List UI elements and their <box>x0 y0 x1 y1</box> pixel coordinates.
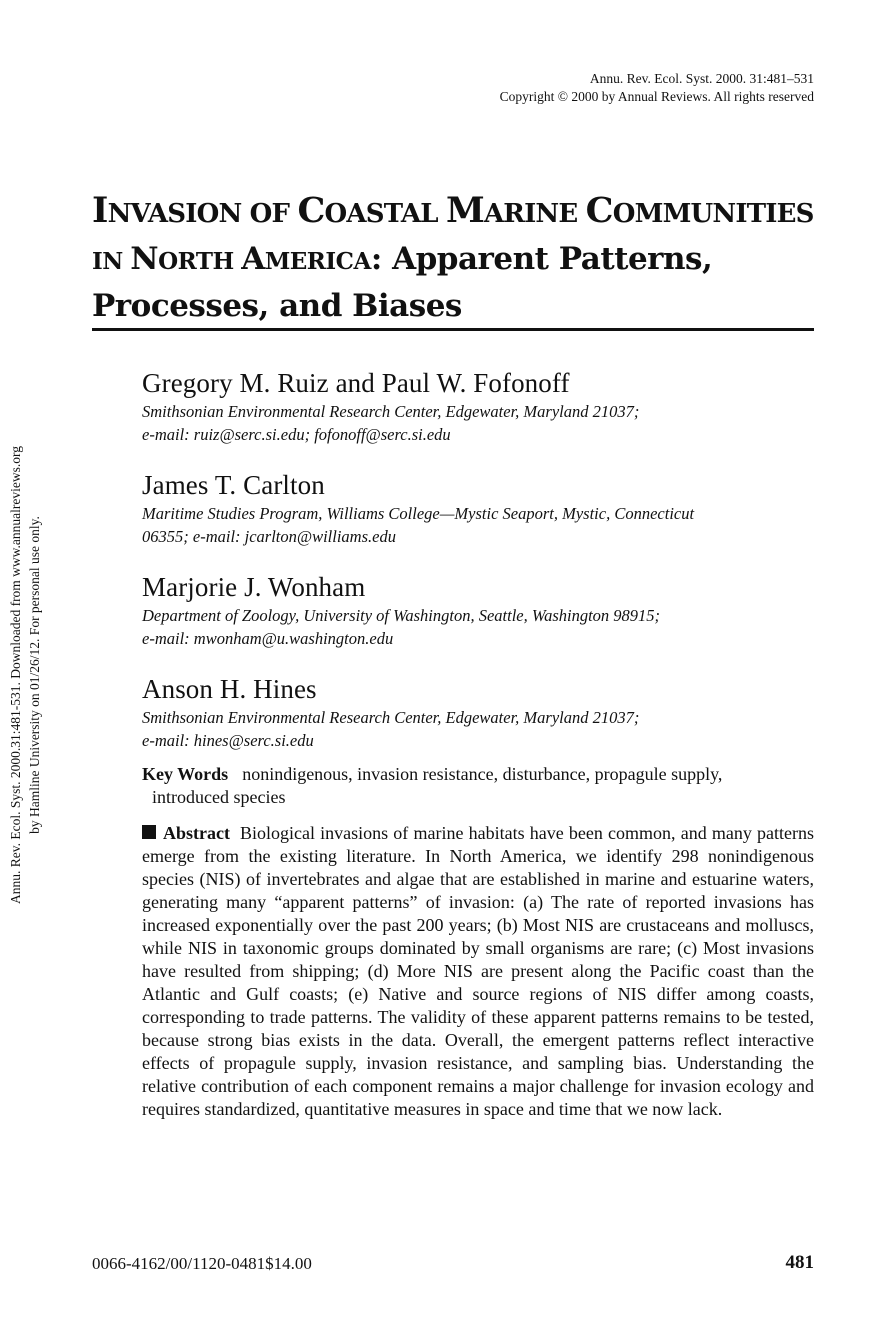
author-block <box>142 570 822 650</box>
title-rule <box>92 328 814 331</box>
author-affiliation: Department of Zoology, University of Washington, Seattle, Washington 98915; <box>142 606 661 625</box>
keywords-line-2: introduced species <box>152 787 286 807</box>
keywords-label: Key Words <box>142 764 229 784</box>
author-contact: e-mail: hines@serc.si.edu <box>142 731 314 750</box>
watermark-line-1: Annu. Rev. Ecol. Syst. 2000.31:481-531. Downloaded from www.annualreviews.org <box>8 445 23 905</box>
abstract-section <box>142 822 814 1121</box>
author-contact: e-mail: ruiz@serc.si.edu; fofonoff@serc.si.edu <box>142 425 451 444</box>
keywords-section <box>142 763 814 809</box>
download-watermark <box>6 395 44 955</box>
abstract-label: Abstract <box>163 823 230 843</box>
title-line-1: INVASION OF COASTAL MARINE COMMUNITIES <box>92 190 814 231</box>
author-name: James T. Carlton <box>142 470 325 500</box>
author-name: Anson H. Hines <box>142 674 317 704</box>
title-line-2: IN NORTH AMERICA: Apparent Patterns, <box>92 241 713 277</box>
author-affiliation: Smithsonian Environmental Research Center, Edgewater, Maryland 21037; <box>142 708 640 727</box>
keywords-line-1: nonindigenous, invasion resistance, disturbance, propagule supply, <box>242 764 723 784</box>
square-bullet-icon <box>142 825 156 839</box>
author-block <box>142 468 822 548</box>
title-line-3: Processes, and Biases <box>92 288 462 324</box>
author-affiliation: Maritime Studies Program, Williams College—Mystic Seaport, Mystic, Connecticut <box>142 504 695 523</box>
author-list <box>142 366 822 774</box>
author-block <box>142 366 822 446</box>
watermark-line-2: by Hamline University on 01/26/12. For personal use only. <box>27 516 42 834</box>
copyright-line: Copyright © 2000 by Annual Reviews. All rights reserved <box>499 89 814 104</box>
author-contact: e-mail: mwonham@u.washington.edu <box>142 629 394 648</box>
running-header <box>500 70 814 106</box>
author-contact: 06355; e-mail: jcarlton@williams.edu <box>142 527 396 546</box>
author-affiliation: Smithsonian Environmental Research Center, Edgewater, Maryland 21037; <box>142 402 640 421</box>
page-number: 481 <box>785 1252 814 1273</box>
article-code: 0066-4162/00/1120-0481$14.00 <box>92 1254 312 1273</box>
article-title <box>92 188 814 329</box>
author-name: Marjorie J. Wonham <box>142 572 366 602</box>
author-block <box>142 672 822 752</box>
citation-line: Annu. Rev. Ecol. Syst. 2000. 31:481–531 <box>589 71 814 86</box>
author-name: Gregory M. Ruiz and Paul W. Fofonoff <box>142 368 570 398</box>
abstract-text: Biological invasions of marine habitats have been common, and many patterns emerge from the existing literature. In North America, we identify 298 nonindigenous species (NIS) of invertebrates and algae that are established in marine and estuarine waters, generating many “apparent patterns” of invasion: (a) The rate of reported invasions has increased exponentially over the past 200 years; (b) Most NIS are crustaceans and molluscs, while NIS in taxonomic groups dominated by small organisms are rare; (c) Most invasions have resulted from shipping; (d) More NIS are present along the Pacific coast than the Atlantic and Gulf coasts; (e) Native and source regions of NIS differ among coasts, corresponding to trade patterns. The validity of these apparent patterns remains to be tested, because strong bias exists in the data. Overall, the emergent patterns reflect interactive effects of propagule supply, invasion resistance, and sampling bias. Understanding the relative contribution of each component remains a major challenge for invasion ecology and requires standardized, quantitative measures in space and time that we now lack. <box>142 823 814 1119</box>
